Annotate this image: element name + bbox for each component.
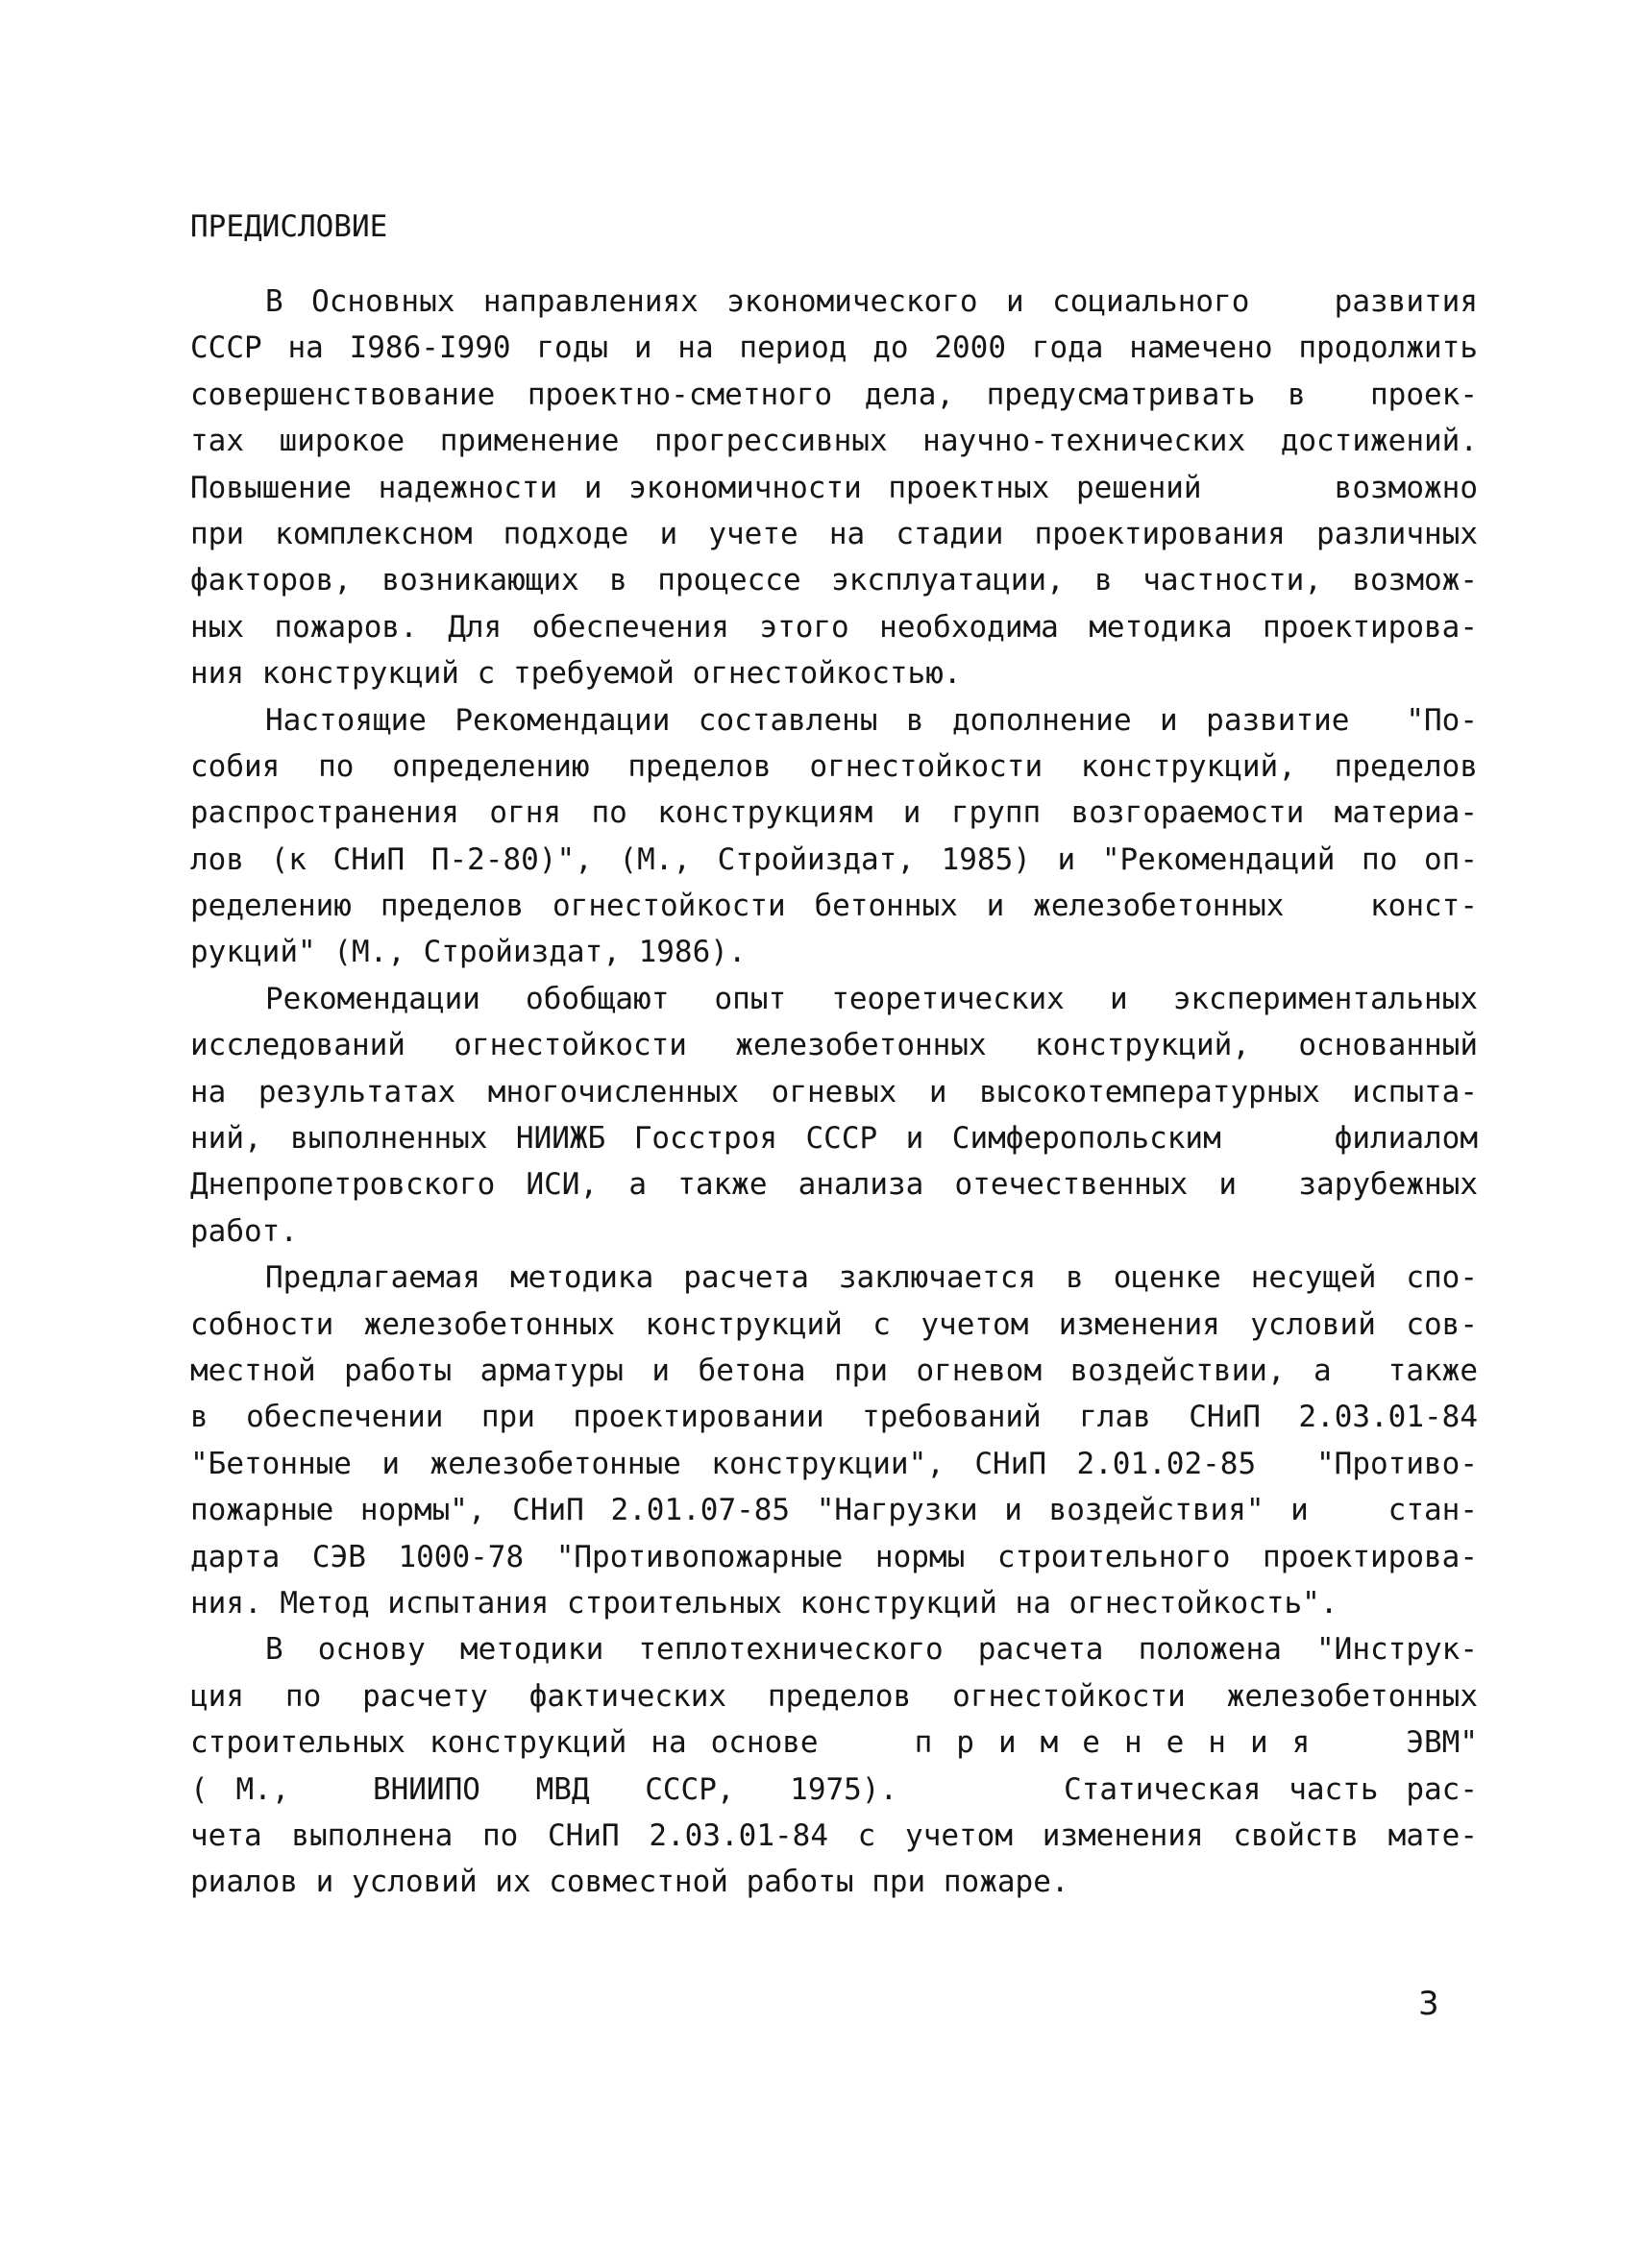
text-line: строительных конструкций на основе п р и м е н е н и я ЭВМ" — [190, 1725, 1478, 1761]
text-line: В Основных направлениях экономического и социального развития — [265, 284, 1478, 319]
text-line: лов (к СНиП П-2-80)", (М., Стройиздат, 1985) и "Рекомендаций по оп- — [190, 841, 1478, 877]
text-line: Днепропетровского ИСИ, а также анализа отечественных и зарубежных — [190, 1167, 1478, 1203]
text-line: собия по определению пределов огнестойкости конструкций, пределов — [190, 748, 1478, 784]
text-line: совершенствование проектно-сметного дела, предусматривать в проек- — [190, 377, 1478, 412]
body-text — [190, 279, 1478, 1906]
text-line: в обеспечении при проектировании требований глав СНиП 2.03.01-84 — [190, 1400, 1478, 1435]
text-line: В основу методики теплотехнического расчета положена "Инструк- — [265, 1632, 1478, 1668]
text-line: ция по расчету фактических пределов огнестойкости железобетонных — [190, 1678, 1478, 1714]
text-line: Предлагаемая методика расчета заключается в оценке несущей спо- — [265, 1260, 1478, 1296]
text-line: работ. — [190, 1213, 298, 1249]
text-line: пожарные нормы", СНиП 2.01.07-85 "Нагрузки и воздействия" и стан- — [190, 1493, 1478, 1528]
text-line: дарта СЭВ 1000-78 "Противопожарные нормы строительного проектирова- — [190, 1539, 1478, 1574]
text-line: ния. Метод испытания строительных конструкций на огнестойкость". — [190, 1585, 1338, 1621]
text-line: тах широкое применение прогрессивных научно-технических достижений. — [190, 424, 1478, 459]
text-line: распространения огня по конструкциям и групп возгораемости материа- — [190, 795, 1478, 831]
page-number: 3 — [1418, 1985, 1439, 2023]
text-line: ний, выполненных НИИЖБ Госстроя СССР и Симферопольским филиалом — [190, 1121, 1478, 1157]
text-line: риалов и условий их совместной работы при пожаре. — [190, 1865, 1069, 1900]
text-line: рукций" (М., Стройиздат, 1986). — [190, 935, 747, 970]
text-line: при комплексном подходе и учете на стадии проектирования различных — [190, 516, 1478, 551]
text-line: исследований огнестойкости железобетонных конструкций, основанный — [190, 1028, 1478, 1063]
text-line: чета выполнена по СНиП 2.03.01-84 с учетом изменения свойств мате- — [190, 1817, 1478, 1853]
text-line: Настоящие Рекомендации составлены в дополнение и развитие "По- — [265, 702, 1478, 738]
text-line: местной работы арматуры и бетона при огневом воздействии, а также — [190, 1353, 1478, 1388]
text-line: ния конструкций с требуемой огнестойкостью. — [190, 656, 962, 692]
text-line: ( М., ВНИИПО МВД СССР, 1975). Статическая часть рас- — [190, 1771, 1478, 1807]
section-title: ПРЕДИСЛОВИЕ — [190, 209, 388, 244]
text-line: ределению пределов огнестойкости бетонных и железобетонных конст- — [190, 889, 1478, 924]
text-line: собности железобетонных конструкций с учетом изменения условий сов- — [190, 1306, 1478, 1342]
text-line: Рекомендации обобщают опыт теоретических и экспериментальных — [265, 981, 1478, 1016]
text-line: на результатах многочисленных огневых и высокотемпературных испыта- — [190, 1074, 1478, 1110]
text-line: ных пожаров. Для обеспечения этого необходима методика проектирова- — [190, 609, 1478, 645]
text-line: СССР на I986-I990 годы и на период до 2000 года намечено продолжить — [190, 330, 1478, 366]
text-line: факторов, возникающих в процессе эксплуатации, в частности, возмож- — [190, 563, 1478, 598]
text-line: Повышение надежности и экономичности проектных решений возможно — [190, 470, 1478, 505]
text-line: "Бетонные и железобетонные конструкции", СНиП 2.01.02-85 "Противо- — [190, 1446, 1478, 1481]
